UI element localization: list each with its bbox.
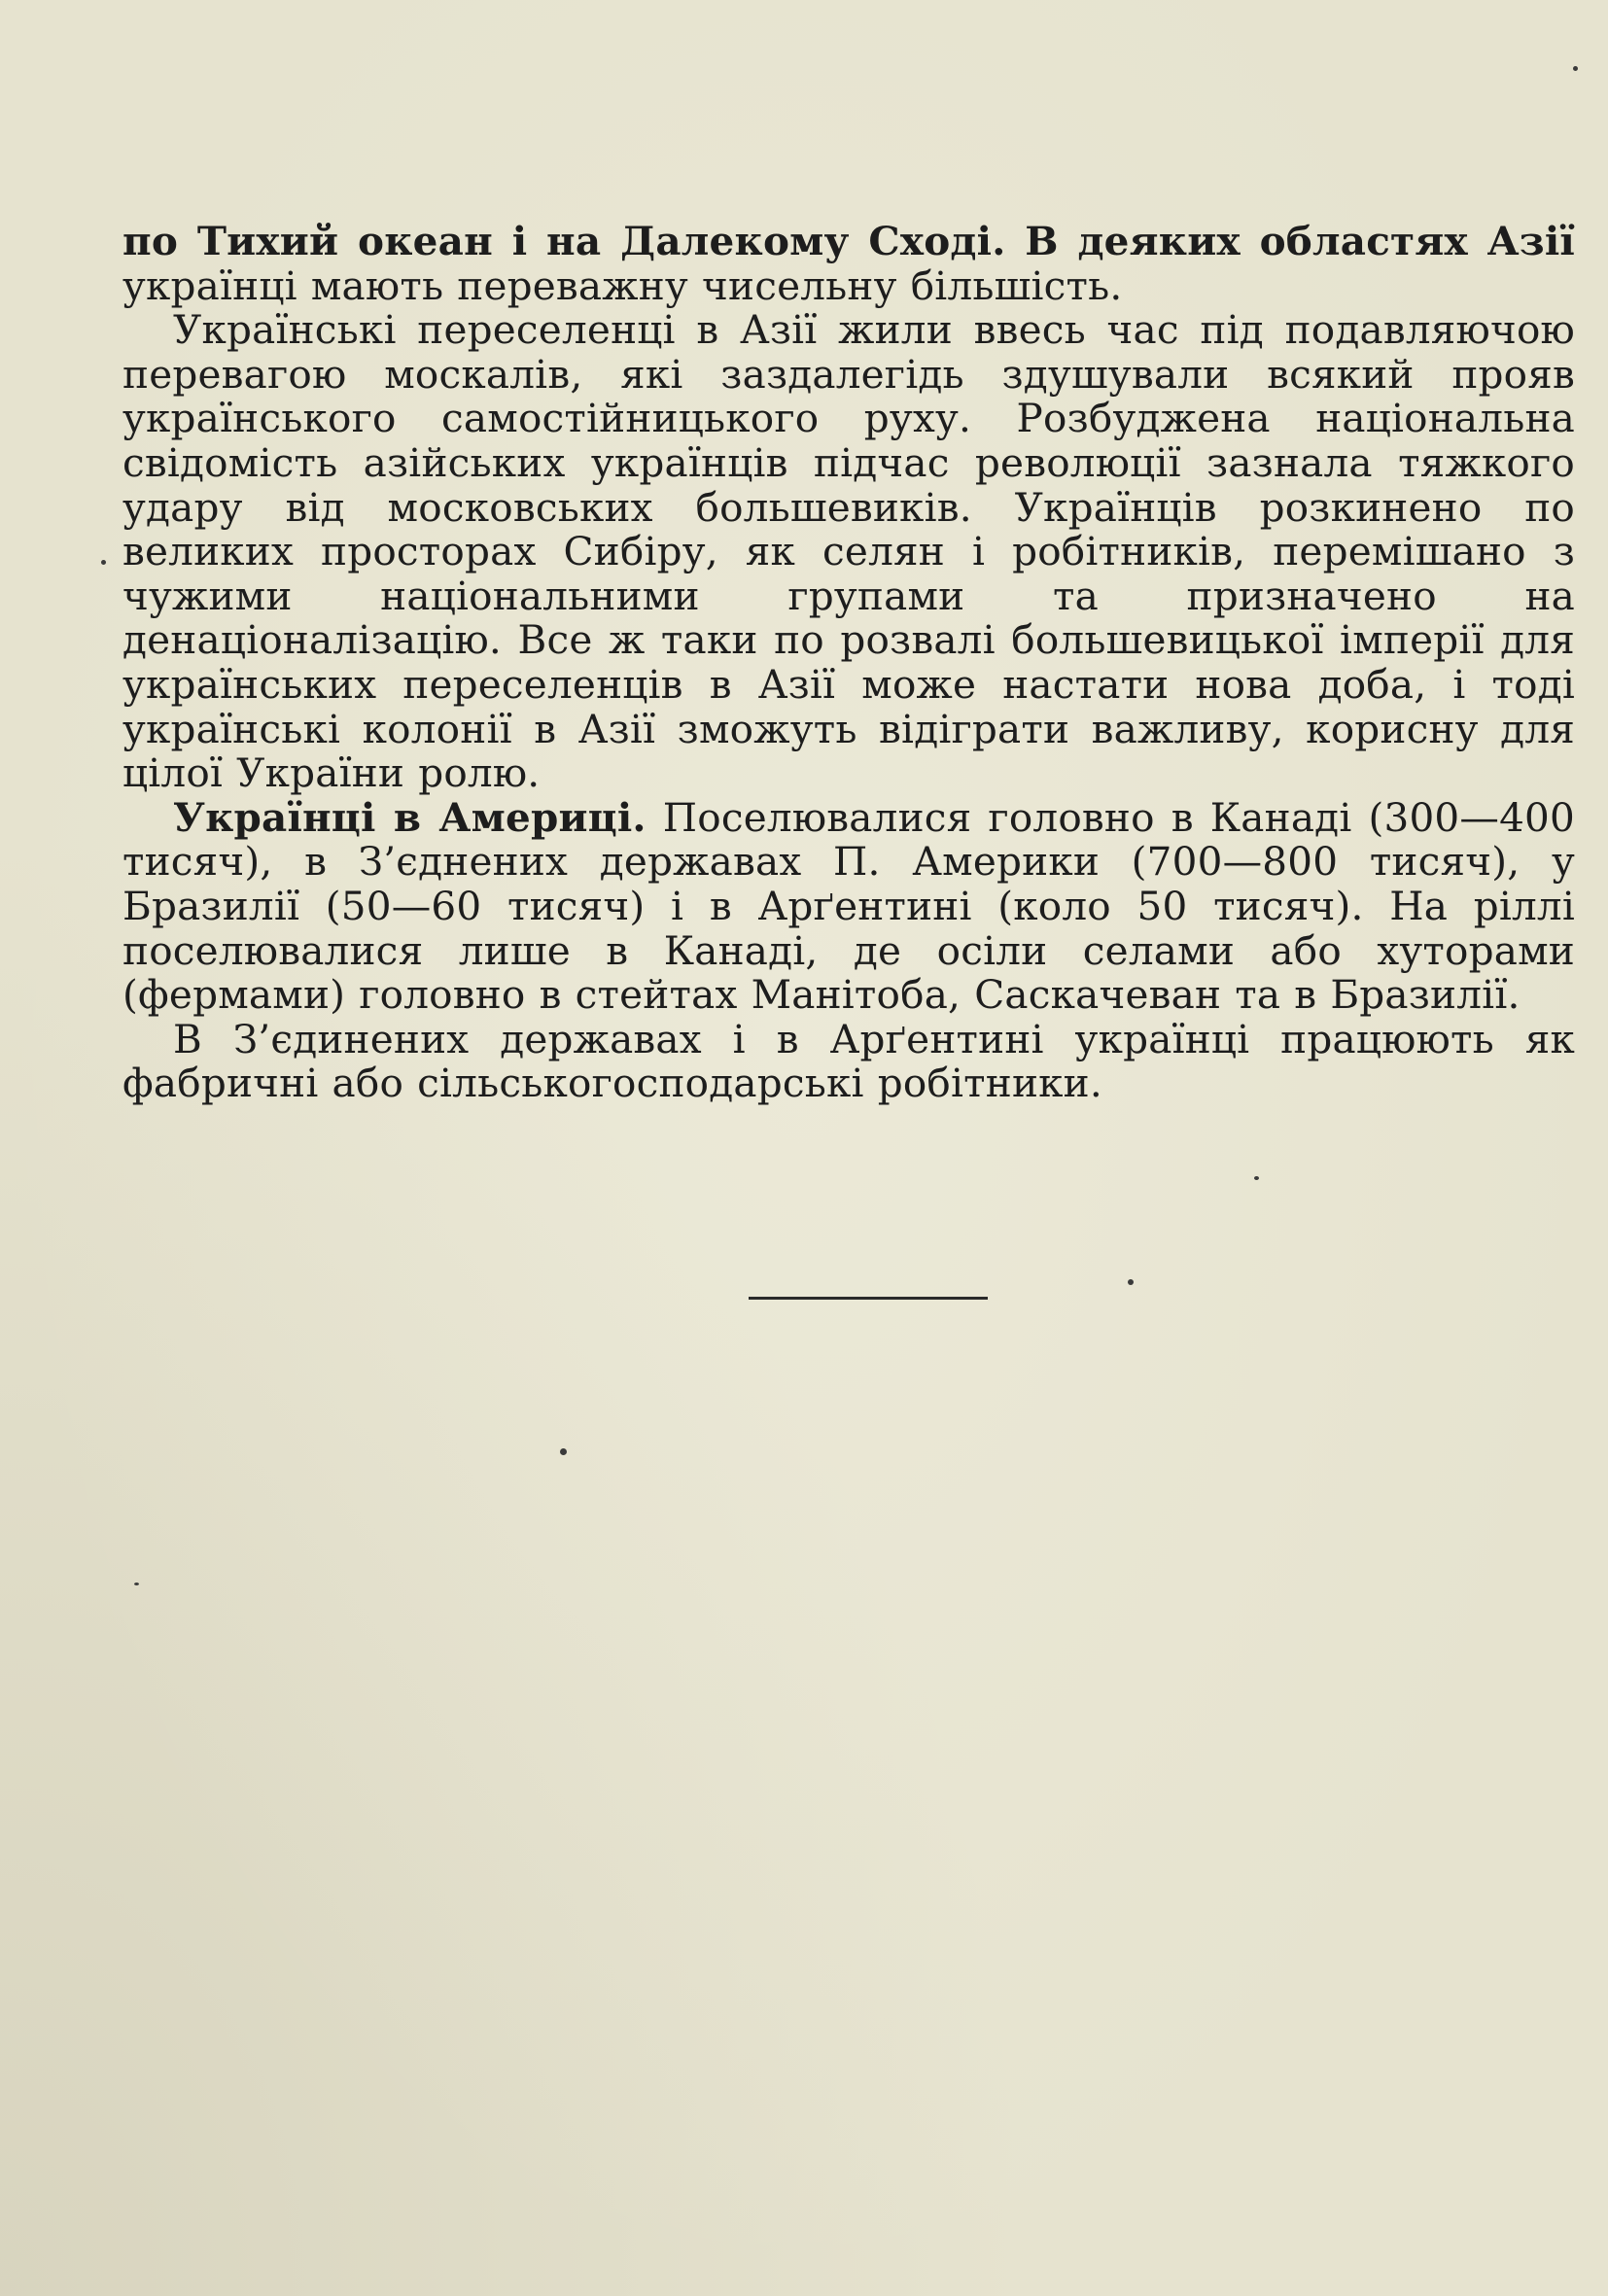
paragraph-continuation bbox=[122, 220, 1575, 308]
paper-speck bbox=[1573, 66, 1578, 71]
paragraph-usa-argentina: В З’єдинених державах і в Арґентині українці працюють як фабричні або сільськогосподарські робітники. bbox=[122, 1015, 1575, 1107]
text-block bbox=[122, 220, 1575, 1106]
section-heading-america: Українці в Америці. bbox=[173, 793, 647, 841]
paper-speck bbox=[1254, 1176, 1259, 1180]
paragraph-lead-bold: по Тихий океан і на Далекому Сході. В деяких областях Азії bbox=[122, 218, 1575, 264]
paper-speck bbox=[101, 560, 106, 565]
paper-speck bbox=[560, 1448, 567, 1455]
paper-speck bbox=[1128, 1279, 1134, 1285]
page-body bbox=[122, 220, 1575, 1106]
paragraph-text: Поселювалися головно в Канаді (300—400 тисяч), в З’єднених державах П. Америки (700—800 тисяч), у Бразилії (50—60 тисяч) і в Арґентині (коло 50 тисяч). На ріллі поселювалися лише в Канаді, де осіли селами або хуторами (фермами) головно в стейтах Манітоба, Саскачеван та в Бразилії. bbox=[122, 793, 1575, 1019]
paragraph-america bbox=[122, 793, 1575, 1019]
paragraph-text: українці мають переважну чисельну більшість. bbox=[122, 261, 1123, 309]
paragraph-asia-settlers: Українські переселенці в Азії жили ввесь час під подавляючою перевагою москалів, які заздалегідь здушували всякий прояв українського самостійницького руху. Розбуджена національна свідомість азійських українців підчас революції зазнала тяжкого удару від московських большевиків. Українців розкинено по великих просторах Сибіру, як селян і робітників, перемішано з чужими національними групами та призначено на денаціоналізацію. Все ж таки по розвалі большевицької імперії для українських переселенців в Азії може настати нова доба, і тоді українські колонії в Азії зможуть відіграти важливу, корисну для цілої України ролю. bbox=[122, 306, 1575, 797]
paper-speck bbox=[134, 1583, 139, 1585]
section-end-rule bbox=[749, 1297, 988, 1300]
